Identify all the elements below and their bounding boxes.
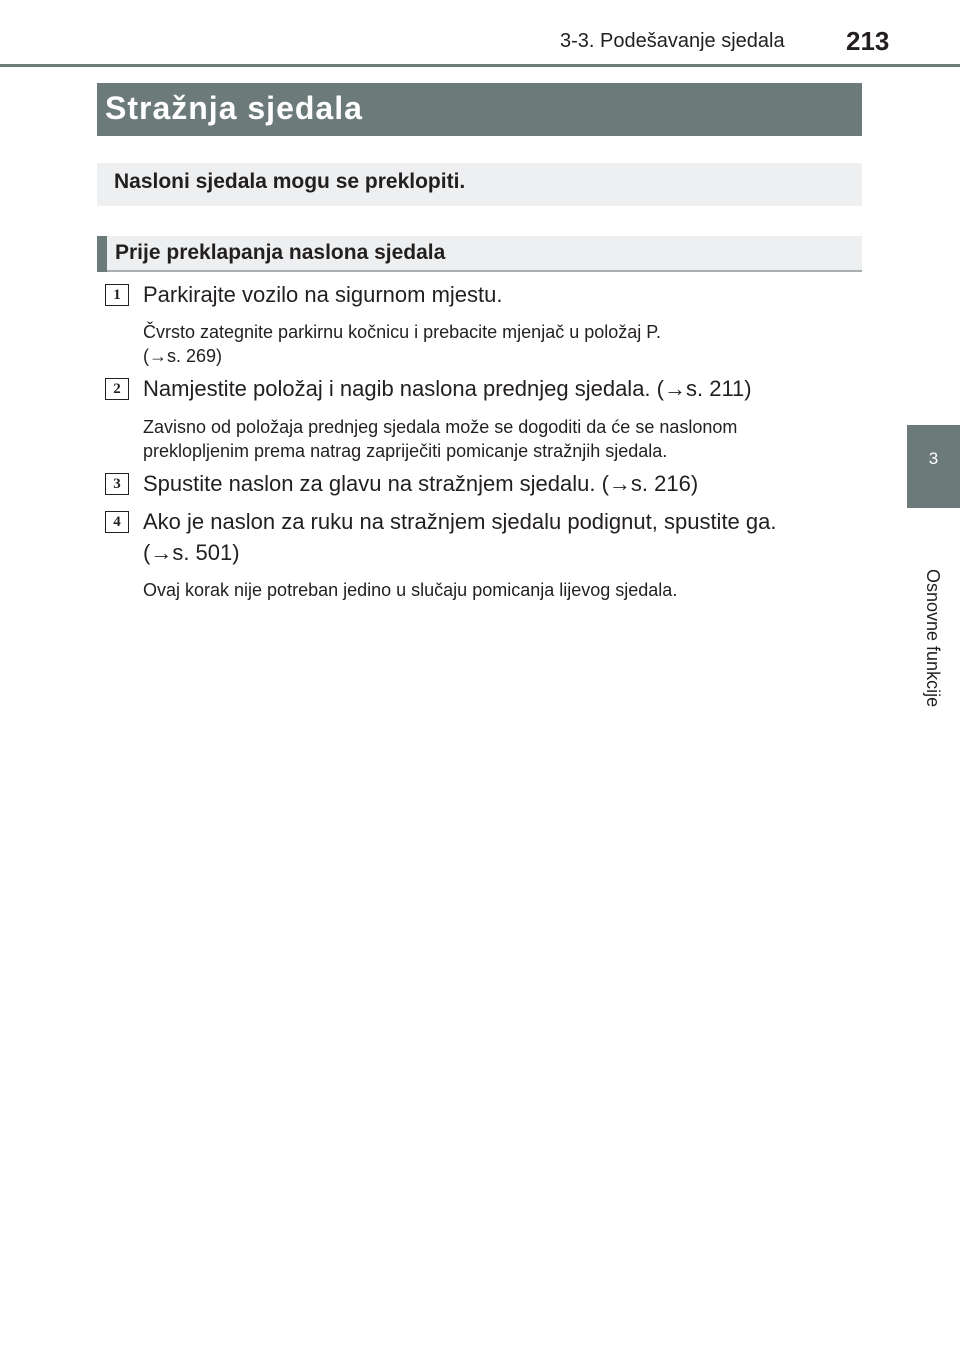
page-number: 213 — [846, 26, 890, 56]
step-number-2: 2 — [105, 378, 129, 400]
header-section-title: 3-3. Podešavanje sjedala — [560, 30, 785, 52]
step-text-3: Spustite naslon za glavu na stražnjem sjedalu. (→s. 216) — [143, 471, 699, 496]
step-note-2-line-2: preklopljenim prema natrag zapriječiti pomicanje stražnjih sjedala. — [143, 441, 668, 461]
step-text-4-line-2: (→s. 501) — [143, 540, 240, 565]
intro-box — [97, 163, 862, 206]
chapter-tab — [907, 425, 960, 508]
section-banner — [97, 83, 862, 136]
step-number-3: 3 — [105, 473, 129, 495]
step-note-4 — [143, 578, 677, 602]
chapter-label: Osnovne funkcije — [923, 569, 943, 708]
step-note-4-line-1: Ovaj korak nije potreban jedino u slučaju pomicanja lijevog sjedala. — [143, 580, 678, 600]
chapter-number: 3 — [928, 449, 939, 468]
step-text-2: Namjestite položaj i nagib naslona prednjeg sjedala. (→s. 211) — [143, 376, 752, 401]
step-note-1-line-2: (→s. 269) — [143, 346, 223, 366]
subheading — [97, 236, 862, 272]
step-number-1: 1 — [105, 284, 129, 306]
step-number-4: 4 — [105, 511, 129, 533]
subheading-text: Prije preklapanja naslona sjedala — [115, 241, 446, 264]
step-text-1: Parkirajte vozilo na sigurnom mjestu. — [143, 282, 503, 307]
section-title: Stražnja sjedala — [105, 90, 363, 126]
step-note-1 — [143, 320, 661, 368]
header-divider — [0, 64, 960, 67]
step-note-2 — [143, 415, 737, 463]
step-note-2-line-1: Zavisno od položaja prednjeg sjedala može se dogoditi da će se naslonom — [143, 417, 738, 437]
subheading-accent-bar — [97, 236, 107, 272]
step-note-1-line-1: Čvrsto zategnite parkirnu kočnicu i prebacite mjenjač u položaj P. — [143, 322, 661, 342]
intro-text: Nasloni sjedala mogu se preklopiti. — [114, 170, 466, 193]
step-text-4-line-1: Ako je naslon za ruku na stražnjem sjedalu podignut, spustite ga. — [143, 509, 777, 534]
